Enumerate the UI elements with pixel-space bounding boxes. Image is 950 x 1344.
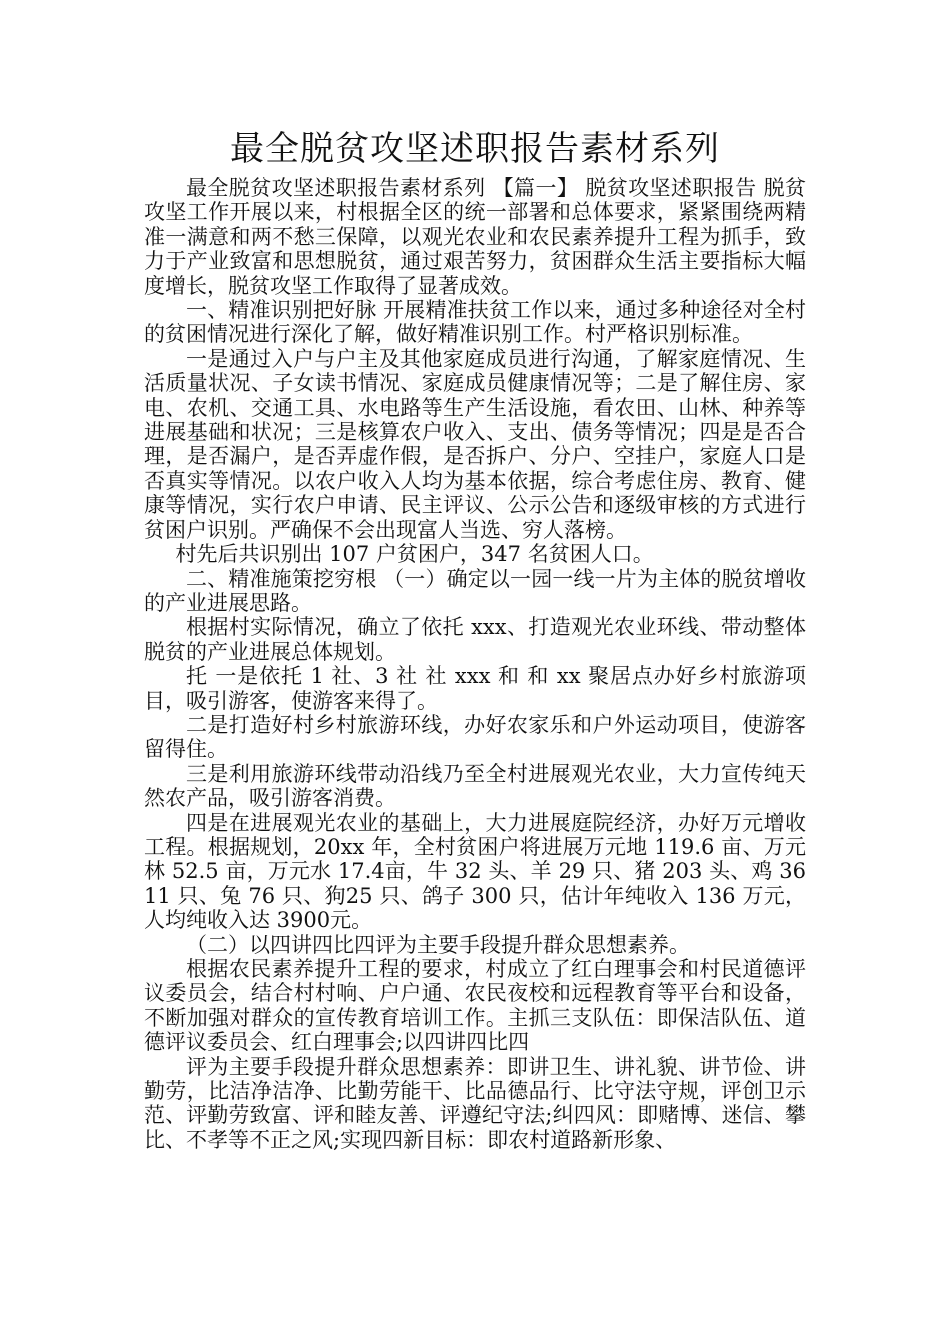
paragraph-plan-item-3: 三是利用旅游环线带动沿线乃至全村进展观光农业，大力宣传纯天然农产品，吸引游客消费。 xyxy=(144,761,806,811)
paragraph-plan-item-2: 二是打造好村乡村旅游环线，办好农家乐和户外运动项目，使游客留得住。 xyxy=(144,712,806,762)
paragraph-plan-item-4: 四是在进展观光农业的基础上，大力进展庭院经济，办好万元增收工程。根据规划，20xx 年，全村贫困户将进展万元地 119.6 亩、万元林 52.5 亩，万元水 17.4亩，牛 32 头、羊 29 只、猪 203 头、鸡 3611 只、兔 76 只、狗25 只、鸽子 300 只，估计年纯收入 136 万元，人均纯收入达 3900元。 xyxy=(144,810,806,933)
paragraph-plan: 根据村实际情况，确立了依托 xxx、打造观光农业环线、带动整体脱贫的产业进展总体规划。 xyxy=(144,615,806,664)
document-title: 最全脱贫攻坚述职报告素材系列 xyxy=(230,129,720,169)
paragraph-identification-steps: 一是通过入户与户主及其他家庭成员进行沟通，了解家庭情况、生活质量状况、子女读书情况、家庭成员健康情况等；二是了解住房、家电、农机、交通工具、水电路等生产生活设施，看农田、山林、种养等进展基础和状况；三是核算农户收入、支出、债务等情况；四是是否合理，是否漏户，是否弄虚作假，是否拆户、分户、空挂户，家庭人口是否真实等情况。以农户收入人均为基本依据，综合考虑住房、教育、健康等情况，实行农户申请、民主评议、公示公告和逐级审核的方式进行贫困户识别。严确保不会出现富人当选、穷人落榜。 xyxy=(144,346,806,542)
paragraph-section-2: 二、精准施策挖穷根 （一）确定以一园一线一片为主体的脱贫增收的产业进展思路。 xyxy=(144,566,806,615)
paragraph-identification-result: 村先后共识别出 107 户贫困户，347 名贫困人口。 xyxy=(175,542,654,567)
paragraph-literacy: 根据农民素养提升工程的要求，村成立了红白理事会和村民道德评议委员会，结合村村响、户户通、农民夜校和远程教育等平台和设备，不断加强对群众的宣传教育培训工作。主抓三支队伍：即保洁队伍、道德评议委员会、红白理事会;以四讲四比四 xyxy=(144,957,806,1055)
paragraph-subsection-2: （二）以四讲四比四评为主要手段提升群众思想素养。 xyxy=(186,932,690,957)
paragraph-intro: 最全脱贫攻坚述职报告素材系列 【篇一】 脱贫攻坚述职报告 脱贫攻坚工作开展以来，村根据全区的统一部署和总体要求，紧紧围绕两精准一满意和两不愁三保障，以观光农业和农民素养提升工程为抓手，致力于产业致富和思想脱贫，通过艰苦努力，贫困群众生活主要指标大幅度增长，脱贫攻坚工作取得了显著成效。 xyxy=(144,176,806,298)
paragraph-section-1: 一、精准识别把好脉 开展精准扶贫工作以来，通过多种途径对全村的贫困情况进行深化了解，做好精准识别工作。村严格识别标准。 xyxy=(144,298,806,347)
paragraph-four-evaluations: 评为主要手段提升群众思想素养：即讲卫生、讲礼貌、讲节俭、讲勤劳，比洁净洁净、比勤劳能干、比品德品行、比守法守规，评创卫示范、评勤劳致富、评和睦友善、评遵纪守法;纠四风：即赌博、迷信、攀比、不孝等不正之风;实现四新目标：即农村道路新形象、 xyxy=(144,1054,806,1152)
document-page xyxy=(144,124,806,1152)
paragraph-plan-item-1: 托 一是依托 1 社、3 社 社 xxx 和 和 xx 聚居点办好乡村旅游项目，吸引游客，使游客来得了。 xyxy=(144,664,806,713)
